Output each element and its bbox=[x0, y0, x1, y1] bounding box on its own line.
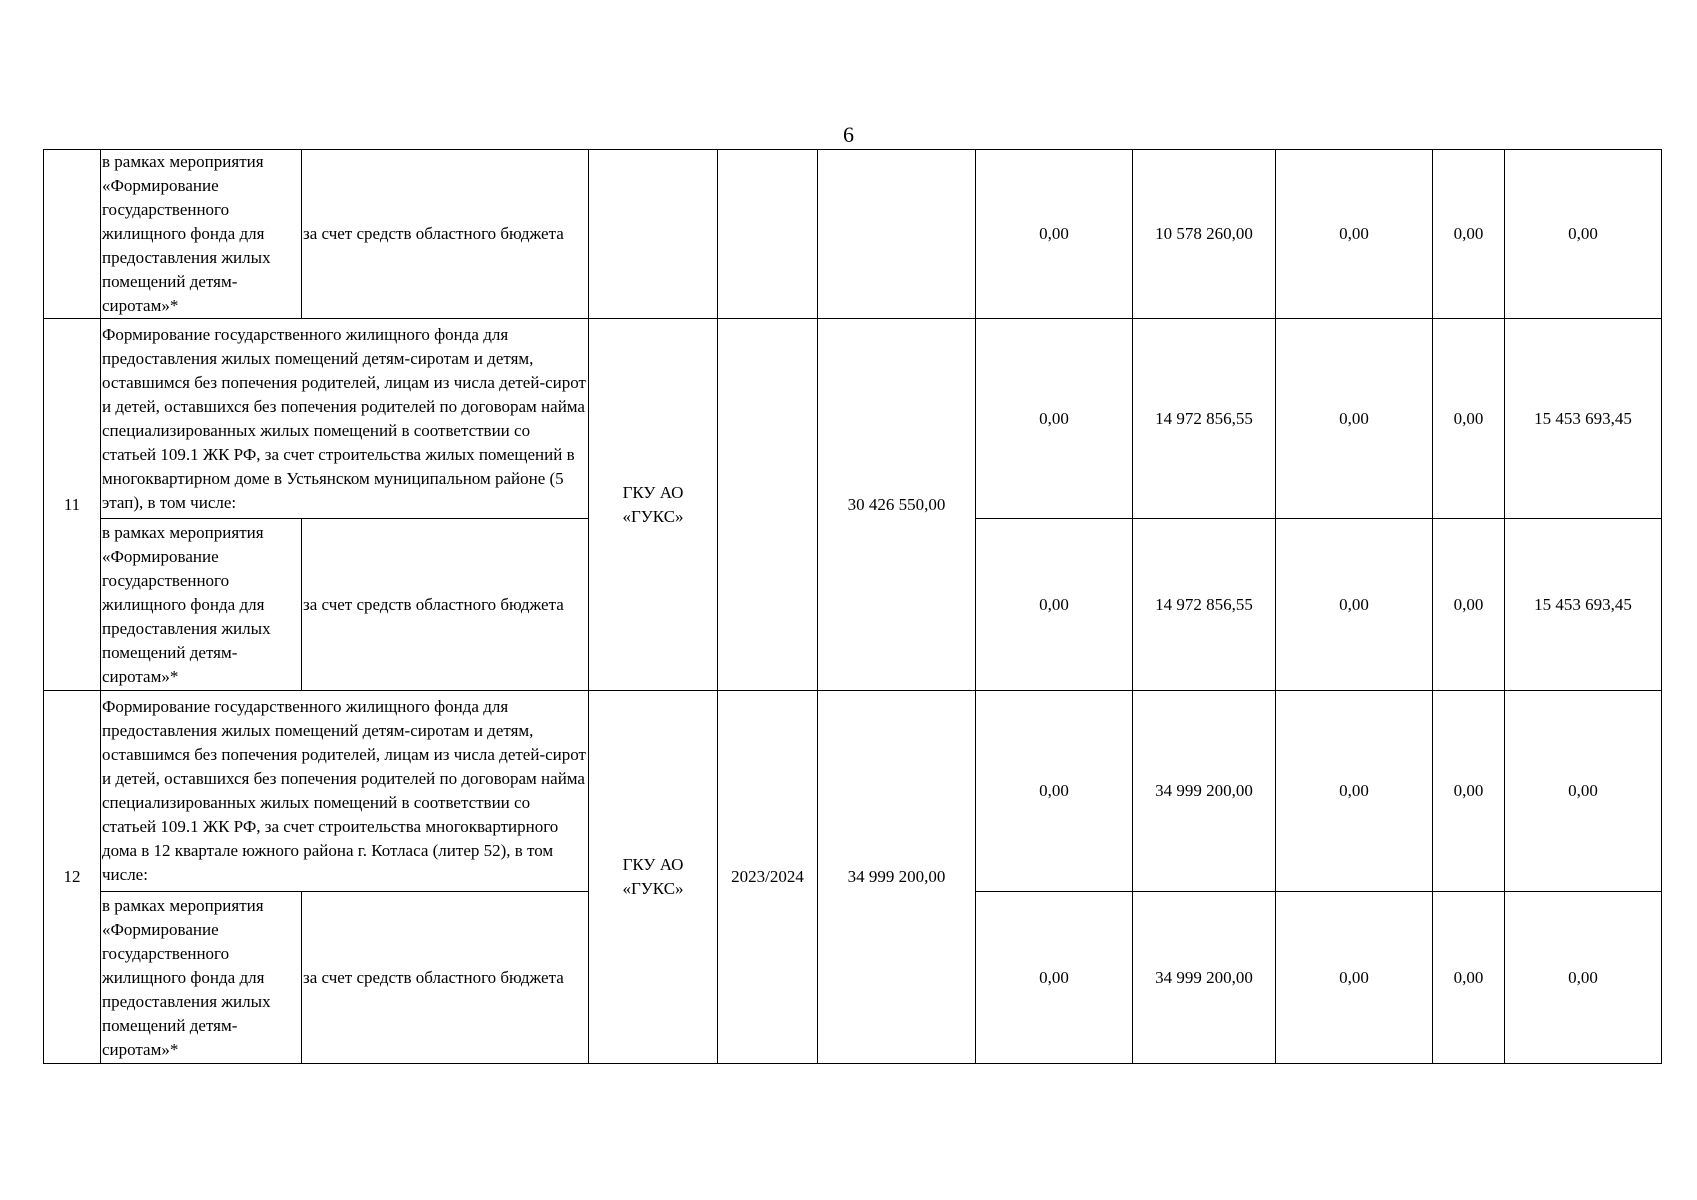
executor-cell: ГКУ АО «ГУКС» bbox=[589, 319, 718, 691]
value-cell: 0,00 bbox=[1276, 519, 1433, 691]
funding-source-cell: за счет средств областного бюджета bbox=[302, 892, 589, 1064]
funding-source-cell: за счет средств областного бюджета bbox=[302, 150, 589, 319]
value-cell: 0,00 bbox=[1505, 150, 1662, 319]
value-cell: 0,00 bbox=[1433, 319, 1505, 519]
number-cell bbox=[44, 150, 101, 319]
period-cell bbox=[718, 150, 818, 319]
total-cell bbox=[818, 150, 976, 319]
value-cell: 0,00 bbox=[1276, 892, 1433, 1064]
table-row bbox=[44, 319, 1662, 519]
value-cell: 34 999 200,00 bbox=[1133, 691, 1276, 892]
value-cell: 15 453 693,45 bbox=[1505, 319, 1662, 519]
program-table bbox=[43, 149, 1662, 1064]
page-number: 6 bbox=[843, 122, 854, 147]
value-cell: 0,00 bbox=[976, 319, 1133, 519]
activity-cell: в рамках мероприятия «Формирование государственного жилищного фонда для предоставления жилых помещений детям-сиротам»* bbox=[101, 150, 302, 319]
executor-cell bbox=[589, 150, 718, 319]
value-cell: 0,00 bbox=[1276, 150, 1433, 319]
number-cell: 12 bbox=[44, 691, 101, 1064]
value-cell: 0,00 bbox=[976, 691, 1133, 892]
total-cell: 30 426 550,00 bbox=[818, 319, 976, 691]
table-row bbox=[44, 150, 1662, 319]
period-cell: 2023/2024 bbox=[718, 691, 818, 1064]
value-cell: 0,00 bbox=[1276, 319, 1433, 519]
value-cell: 0,00 bbox=[1276, 691, 1433, 892]
value-cell: 15 453 693,45 bbox=[1505, 519, 1662, 691]
value-cell: 0,00 bbox=[1433, 892, 1505, 1064]
value-cell: 14 972 856,55 bbox=[1133, 319, 1276, 519]
value-cell: 0,00 bbox=[1433, 691, 1505, 892]
description-cell: Формирование государственного жилищного фонда для предоставления жилых помещений детям-сиротам и детям, оставшимся без попечения родителей, лицам из числа детей-сирот и детей, оставшихся без попечения родителей по договорам найма специализированных жилых помещений в соответствии со статьей 109.1 ЖК РФ, за счет строительства многоквартирного дома в 12 квартале южного района г. Котласа (литер 52), в том числе: bbox=[101, 691, 589, 892]
table-row bbox=[44, 691, 1662, 892]
number-cell: 11 bbox=[44, 319, 101, 691]
value-cell: 34 999 200,00 bbox=[1133, 892, 1276, 1064]
period-cell bbox=[718, 319, 818, 691]
value-cell: 0,00 bbox=[976, 150, 1133, 319]
total-cell: 34 999 200,00 bbox=[818, 691, 976, 1064]
value-cell: 0,00 bbox=[1505, 691, 1662, 892]
value-cell: 0,00 bbox=[1433, 150, 1505, 319]
value-cell: 0,00 bbox=[1505, 892, 1662, 1064]
value-cell: 0,00 bbox=[1433, 519, 1505, 691]
value-cell: 14 972 856,55 bbox=[1133, 519, 1276, 691]
activity-cell: в рамках мероприятия «Формирование государственного жилищного фонда для предоставления жилых помещений детям-сиротам»* bbox=[101, 892, 302, 1064]
value-cell: 0,00 bbox=[976, 892, 1133, 1064]
executor-cell: ГКУ АО «ГУКС» bbox=[589, 691, 718, 1064]
activity-cell: в рамках мероприятия «Формирование государственного жилищного фонда для предоставления жилых помещений детям-сиротам»* bbox=[101, 519, 302, 691]
description-cell: Формирование государственного жилищного фонда для предоставления жилых помещений детям-сиротам и детям, оставшимся без попечения родителей, лицам из числа детей-сирот и детей, оставшихся без попечения родителей по договорам найма специализированных жилых помещений в соответствии со статьей 109.1 ЖК РФ, за счет строительства жилых помещений в многоквартирном доме в Устьянском муниципальном районе (5 этап), в том числе: bbox=[101, 319, 589, 519]
value-cell: 0,00 bbox=[976, 519, 1133, 691]
value-cell: 10 578 260,00 bbox=[1133, 150, 1276, 319]
funding-source-cell: за счет средств областного бюджета bbox=[302, 519, 589, 691]
